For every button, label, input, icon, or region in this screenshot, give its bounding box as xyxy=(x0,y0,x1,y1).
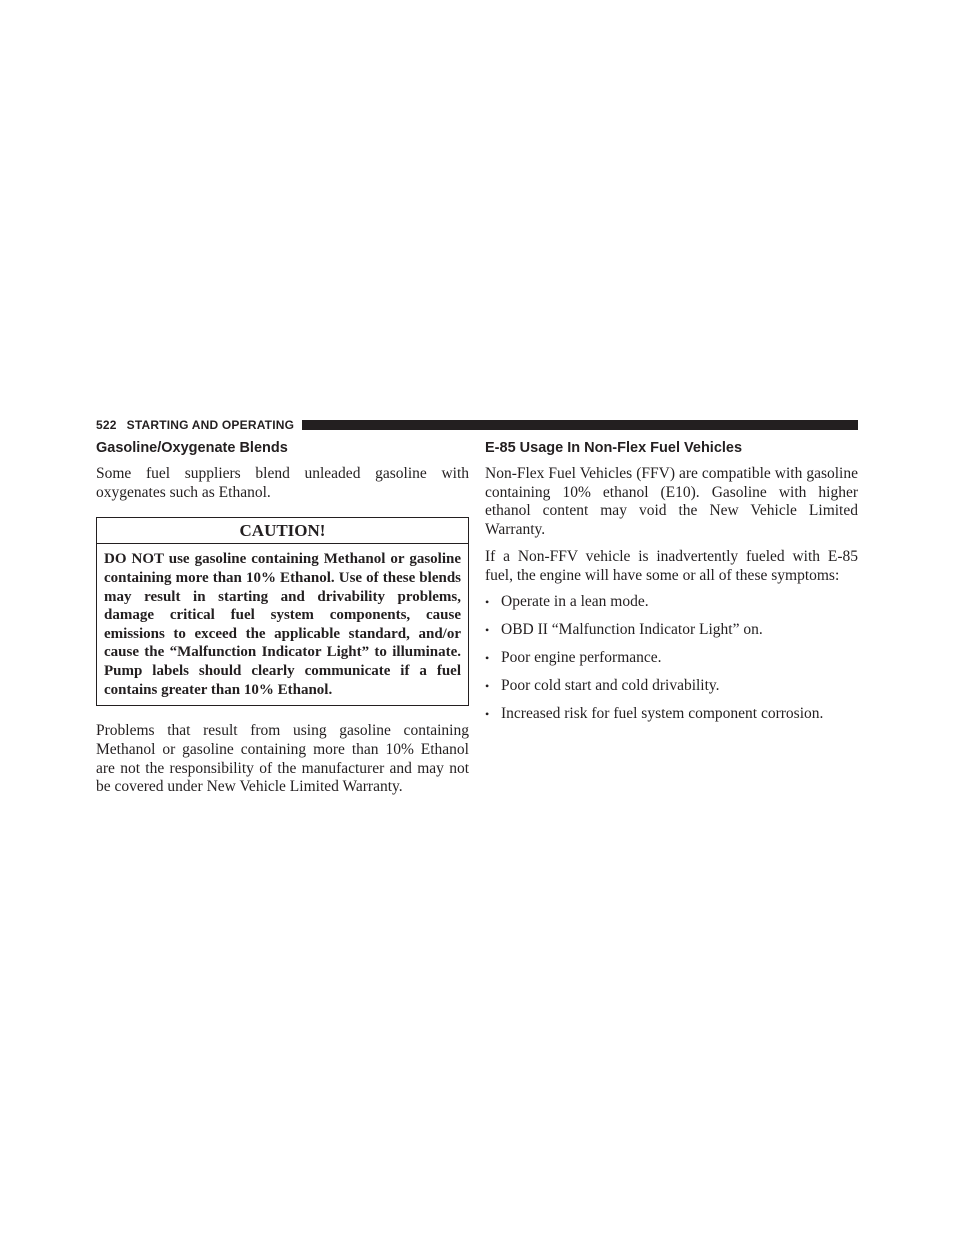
page-header xyxy=(96,417,858,433)
right-column xyxy=(485,439,858,733)
list-item xyxy=(485,677,858,696)
bullet-icon: • xyxy=(485,707,490,722)
caution-title: CAUTION! xyxy=(97,518,468,544)
list-item xyxy=(485,705,858,724)
page-number: 522 xyxy=(96,418,117,432)
caution-text: DO NOT use gasoline containing Methanol or gasoline containing more than 10% Ethanol. Use of these blends may result in starting and drivability problems, damage critical fuel system components, cause emissions to exceed the applicable standard, and/or cause the “Malfunction Indicator Light” to illuminate. Pump labels should clearly communicate if a fuel contains greater than 10% Ethanol. xyxy=(104,551,461,698)
list-item-text: Poor engine performance. xyxy=(501,649,662,667)
list-item xyxy=(485,621,858,640)
bullet-icon: • xyxy=(485,651,490,666)
heading-e85-usage: E-85 Usage In Non-Flex Fuel Vehicles xyxy=(485,440,743,456)
intro-paragraph: Some fuel suppliers blend unleaded gasoline with oxygenates such as Ethanol. xyxy=(96,465,469,501)
caution-box xyxy=(96,517,469,706)
bullet-icon: • xyxy=(485,679,490,694)
symptoms-list xyxy=(485,593,858,724)
list-item-text: Poor cold start and cold drivability. xyxy=(501,677,720,695)
section-title: STARTING AND OPERATING xyxy=(126,418,295,432)
header-rule xyxy=(302,420,858,430)
bullet-icon: • xyxy=(485,623,490,638)
list-item xyxy=(485,649,858,668)
ffv-compatibility-paragraph: Non-Flex Fuel Vehicles (FFV) are compatible with gasoline containing 10% ethanol (E10). Gasoline with higher ethanol content may void the New Vehicle Limited Warranty. xyxy=(485,465,858,539)
heading-gasoline-oxygenate: Gasoline/Oxygenate Blends xyxy=(96,440,288,456)
list-item-text: Operate in a lean mode. xyxy=(501,593,649,611)
list-item-text: OBD II “Malfunction Indicator Light” on. xyxy=(501,621,763,639)
list-item-text: Increased risk for fuel system component corrosion. xyxy=(501,705,824,723)
symptoms-intro-paragraph: If a Non-FFV vehicle is inadvertently fueled with E-85 fuel, the engine will have some or all of these symptoms: xyxy=(485,547,858,584)
bullet-icon: • xyxy=(485,595,490,610)
warranty-paragraph: Problems that result from using gasoline containing Methanol or gasoline containing more than 10% Ethanol are not the responsibility of the manufacturer and may not be covered under New Vehicle Limited Warranty. xyxy=(96,722,469,796)
list-item xyxy=(485,593,858,612)
left-column xyxy=(96,439,469,805)
